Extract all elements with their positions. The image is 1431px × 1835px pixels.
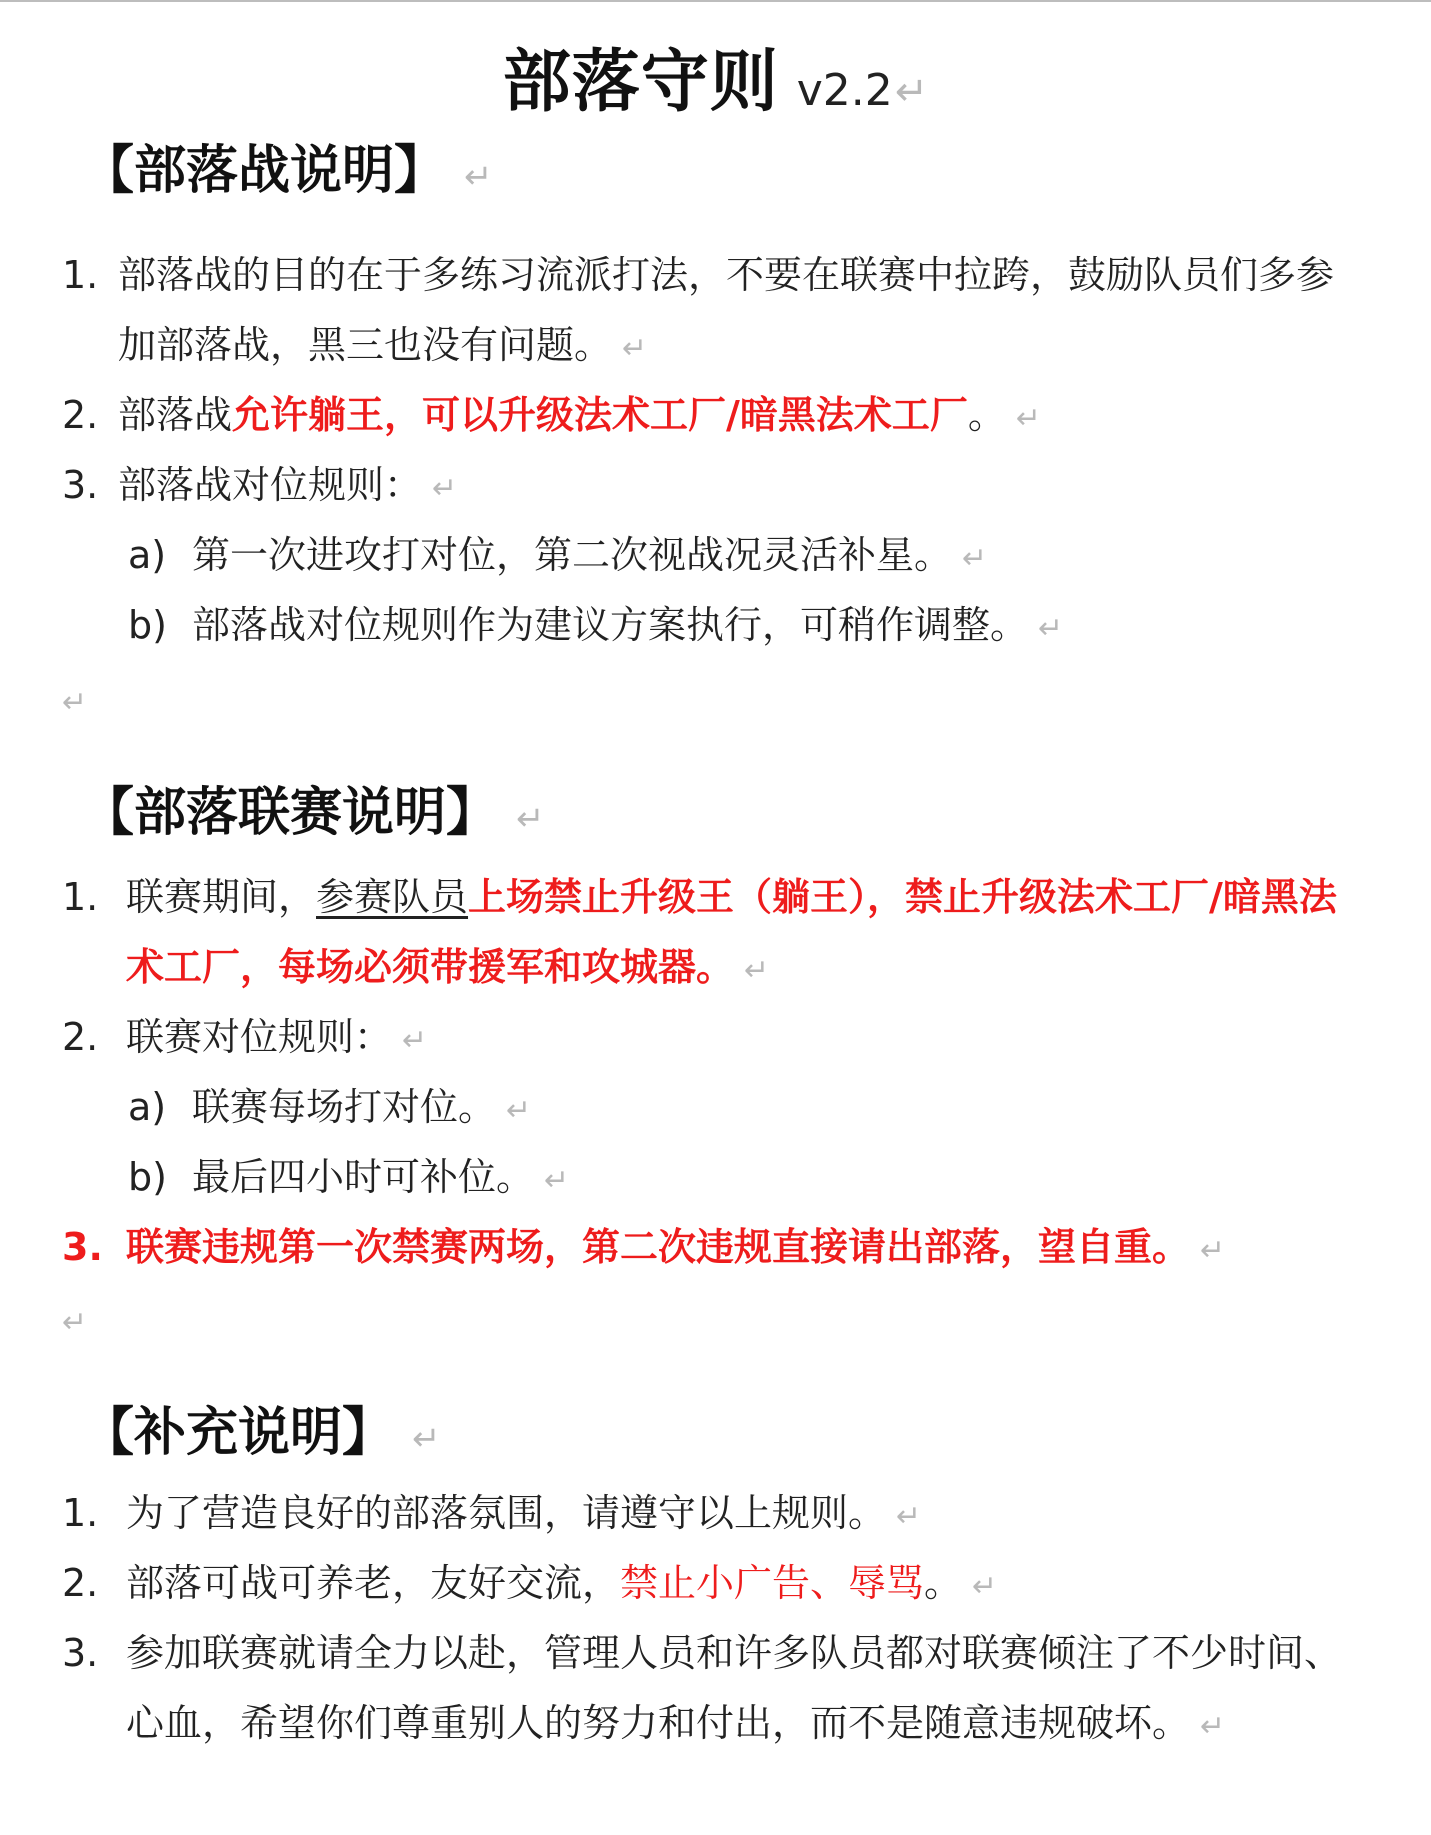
list-item — [62, 240, 1362, 384]
sub-list-item — [128, 520, 1358, 594]
list-item — [62, 862, 1362, 1006]
list-item — [62, 1618, 1362, 1762]
paragraph-mark-icon: ↵ — [1200, 1233, 1226, 1268]
paragraph-mark-icon: ↵ — [962, 541, 988, 576]
section-heading-clan-league — [82, 770, 545, 845]
paragraph-mark-icon: ↵ — [972, 1569, 998, 1604]
paragraph-mark-icon: ↵ — [1038, 611, 1064, 646]
paragraph-mark-icon: ↵ — [464, 157, 493, 197]
list-item — [62, 450, 1362, 524]
sub-item-letter: b) — [128, 603, 167, 647]
section-heading-supplementary — [82, 1390, 441, 1465]
empty-paragraph — [62, 1305, 87, 1340]
paragraph-mark-icon: ↵ — [544, 1163, 570, 1198]
item-number: 1. — [62, 1491, 99, 1535]
sub-item-text: 第一次进攻打对位，第二次视战况灵活补星。 — [192, 533, 953, 577]
paragraph-mark-icon: ↵ — [622, 331, 648, 366]
top-border — [0, 0, 1431, 2]
sub-item-text: 联赛每场打对位。 — [192, 1085, 497, 1129]
item-text: 部落战的目的在于多练习流派打法，不要在联赛中拉跨，鼓励队员们多参加部落战，黑三也没有问题。 — [118, 253, 1335, 367]
item-number: 3. — [62, 1225, 103, 1269]
item-text: 联赛期间， — [126, 875, 317, 919]
section-heading-clan-war — [82, 128, 493, 203]
heading-text: 【部落联赛说明】 — [82, 783, 499, 843]
item-text: 部落战对位规则： — [118, 463, 423, 507]
sub-item-letter: b) — [128, 1155, 167, 1199]
sub-item-letter: a) — [128, 1085, 167, 1129]
item-text-highlight: 上场禁止升级王（躺王），禁止升级法术工厂/暗黑法术工厂，每场必须带援军和攻城器。 — [126, 875, 1337, 989]
sub-list-item — [128, 590, 1358, 664]
paragraph-mark-icon: ↵ — [1200, 1709, 1226, 1744]
item-number: 2. — [62, 1015, 99, 1059]
list-item — [62, 1478, 1362, 1552]
item-text-highlight: 允许躺王，可以升级法术工厂/暗黑法术工厂 — [232, 393, 968, 437]
item-text-highlight: 禁止小广告、辱骂 — [620, 1561, 925, 1605]
item-number: 2. — [62, 393, 99, 437]
item-text: 为了营造良好的部落氛围，请遵守以上规则。 — [126, 1491, 887, 1535]
paragraph-mark-icon: ↵ — [412, 1419, 441, 1459]
paragraph-mark-icon: ↵ — [516, 799, 545, 839]
sub-item-letter: a) — [128, 533, 167, 577]
item-number: 3. — [62, 463, 99, 507]
document-title — [0, 28, 1431, 125]
paragraph-mark-icon: ↵ — [432, 471, 458, 506]
title-version: v2.2 — [796, 65, 893, 116]
item-text: 联赛违规第一次禁赛两场，第二次违规直接请出部落，望自重。 — [126, 1225, 1191, 1269]
sub-item-text: 部落战对位规则作为建议方案执行，可稍作调整。 — [192, 603, 1029, 647]
list-item — [62, 1002, 1362, 1076]
title-main: 部落守则 — [502, 43, 779, 122]
sub-list-item — [128, 1072, 1358, 1146]
item-number: 2. — [62, 1561, 99, 1605]
item-text: 联赛对位规则： — [126, 1015, 393, 1059]
list-item — [62, 1548, 1362, 1622]
paragraph-mark-icon: ↵ — [896, 1499, 922, 1534]
paragraph-mark-icon: ↵ — [62, 1305, 88, 1340]
sub-item-text: 最后四小时可补位。 — [192, 1155, 535, 1199]
item-text: 。 — [924, 1561, 963, 1605]
item-number: 1. — [62, 253, 99, 297]
item-text: 部落可战可养老，友好交流， — [126, 1561, 621, 1605]
paragraph-mark-icon: ↵ — [1015, 401, 1042, 436]
heading-text: 【补充说明】 — [82, 1403, 395, 1463]
empty-paragraph — [62, 685, 87, 720]
list-item-warning — [62, 1212, 1362, 1286]
item-text: 部落战 — [118, 393, 233, 437]
paragraph-mark-icon: ↵ — [744, 953, 770, 988]
sub-list-item — [128, 1142, 1358, 1216]
paragraph-mark-icon: ↵ — [62, 685, 88, 720]
item-text: 。 — [967, 393, 1006, 437]
paragraph-mark-icon: ↵ — [506, 1093, 532, 1128]
heading-text: 【部落战说明】 — [82, 141, 447, 201]
list-item — [62, 380, 1362, 454]
item-text: 参加联赛就请全力以赴，管理人员和许多队员都对联赛倾注了不少时间、心血，希望你们尊重别人的努力和付出，而不是随意违规破坏。 — [126, 1631, 1343, 1745]
item-number: 1. — [62, 875, 99, 919]
item-text-underlined: 参赛队员 — [316, 875, 469, 919]
paragraph-mark-icon: ↵ — [402, 1023, 428, 1058]
paragraph-mark-icon: ↵ — [894, 69, 929, 115]
item-number: 3. — [62, 1631, 99, 1675]
